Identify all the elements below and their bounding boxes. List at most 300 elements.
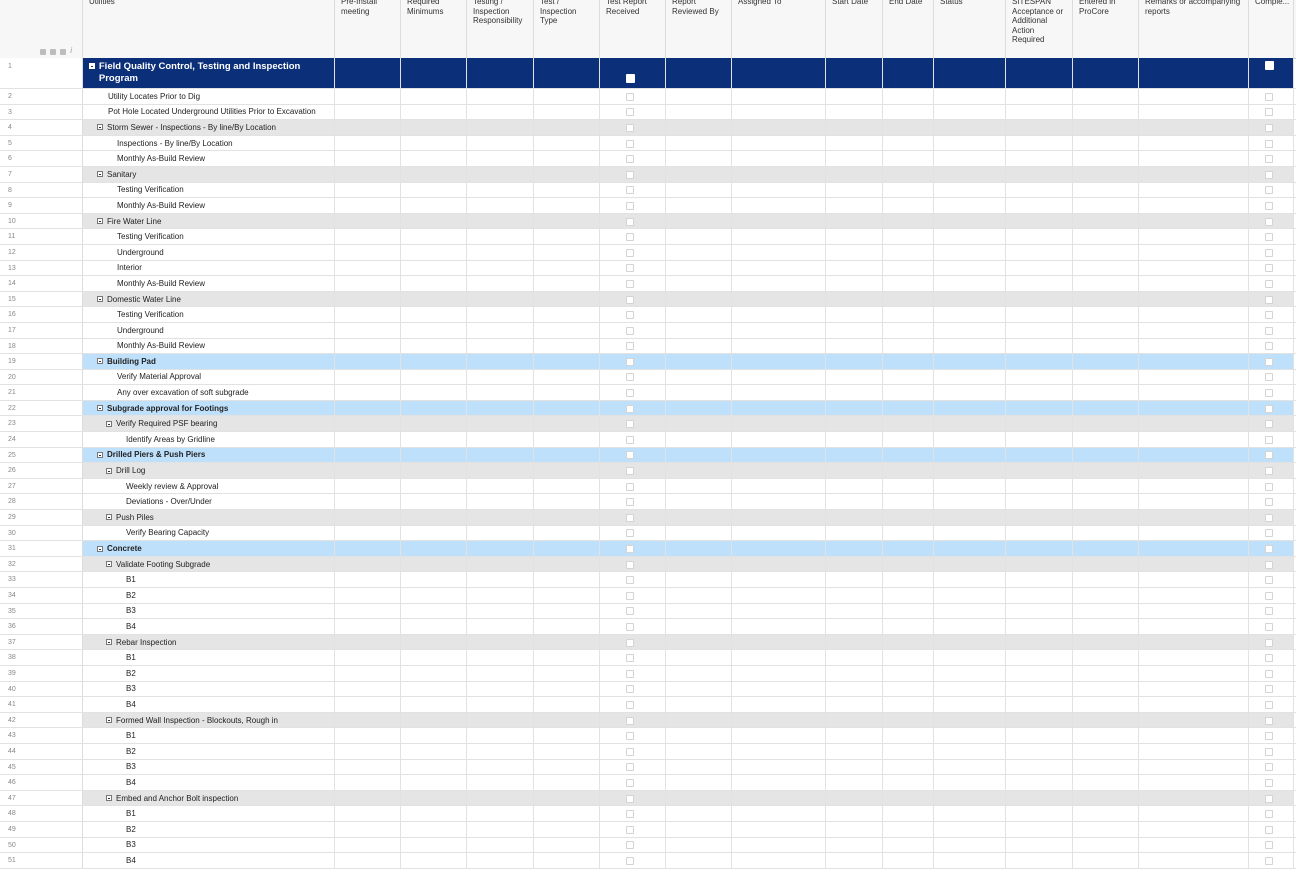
cell-reviewed[interactable] bbox=[666, 370, 732, 385]
cell-testtype[interactable] bbox=[534, 401, 600, 416]
column-header-procore[interactable] bbox=[1073, 0, 1139, 58]
cell-sitespan[interactable] bbox=[1006, 775, 1073, 790]
cell-testing[interactable] bbox=[467, 853, 534, 868]
cell-remarks[interactable] bbox=[1139, 619, 1249, 634]
cell-end[interactable] bbox=[883, 604, 934, 619]
cell-complete[interactable] bbox=[1249, 510, 1294, 525]
cell-assigned[interactable] bbox=[732, 479, 826, 494]
cell-sitespan[interactable] bbox=[1006, 604, 1073, 619]
complete-checkbox[interactable] bbox=[1265, 249, 1273, 257]
cell-start[interactable] bbox=[826, 229, 883, 244]
cell-reviewed[interactable] bbox=[666, 479, 732, 494]
cell-testrep[interactable] bbox=[600, 526, 666, 541]
cell-testtype[interactable] bbox=[534, 58, 600, 88]
cell-preinstall[interactable] bbox=[335, 136, 401, 151]
cell-testrep[interactable] bbox=[600, 245, 666, 260]
cell-testtype[interactable] bbox=[534, 276, 600, 291]
cell-testtype[interactable] bbox=[534, 245, 600, 260]
cell-reqmin[interactable] bbox=[401, 682, 467, 697]
cell-complete[interactable] bbox=[1249, 853, 1294, 868]
test-report-checkbox[interactable] bbox=[626, 296, 634, 304]
cell-sitespan[interactable] bbox=[1006, 198, 1073, 213]
cell-end[interactable] bbox=[883, 416, 934, 431]
cell-testing[interactable] bbox=[467, 323, 534, 338]
cell-status[interactable] bbox=[934, 806, 1006, 821]
cell-complete[interactable] bbox=[1249, 214, 1294, 229]
lock-icon[interactable] bbox=[60, 49, 66, 55]
cell-status[interactable] bbox=[934, 619, 1006, 634]
cell-testing[interactable] bbox=[467, 276, 534, 291]
cell-remarks[interactable] bbox=[1139, 791, 1249, 806]
cell-reqmin[interactable] bbox=[401, 557, 467, 572]
cell-testrep[interactable] bbox=[600, 775, 666, 790]
cell-end[interactable] bbox=[883, 650, 934, 665]
cell-assigned[interactable] bbox=[732, 806, 826, 821]
cell-preinstall[interactable] bbox=[335, 276, 401, 291]
cell-testrep[interactable] bbox=[600, 479, 666, 494]
cell-sitespan[interactable] bbox=[1006, 183, 1073, 198]
cell-testtype[interactable] bbox=[534, 292, 600, 307]
cell-remarks[interactable] bbox=[1139, 167, 1249, 182]
cell-sitespan[interactable] bbox=[1006, 385, 1073, 400]
cell-testrep[interactable] bbox=[600, 323, 666, 338]
complete-checkbox[interactable] bbox=[1265, 545, 1273, 553]
cell-assigned[interactable] bbox=[732, 167, 826, 182]
cell-preinstall[interactable] bbox=[335, 666, 401, 681]
primary-cell[interactable] bbox=[83, 370, 335, 385]
cell-end[interactable] bbox=[883, 401, 934, 416]
cell-testing[interactable] bbox=[467, 744, 534, 759]
cell-end[interactable] bbox=[883, 261, 934, 276]
test-report-checkbox[interactable] bbox=[626, 280, 634, 288]
cell-reqmin[interactable] bbox=[401, 619, 467, 634]
cell-procore[interactable] bbox=[1073, 541, 1139, 556]
cell-start[interactable] bbox=[826, 853, 883, 868]
cell-reqmin[interactable] bbox=[401, 806, 467, 821]
cell-start[interactable] bbox=[826, 791, 883, 806]
cell-assigned[interactable] bbox=[732, 572, 826, 587]
cell-assigned[interactable] bbox=[732, 791, 826, 806]
primary-cell[interactable] bbox=[83, 728, 335, 743]
cell-assigned[interactable] bbox=[732, 463, 826, 478]
cell-start[interactable] bbox=[826, 136, 883, 151]
complete-checkbox[interactable] bbox=[1265, 296, 1273, 304]
cell-procore[interactable] bbox=[1073, 401, 1139, 416]
cell-complete[interactable] bbox=[1249, 494, 1294, 509]
cell-reviewed[interactable] bbox=[666, 229, 732, 244]
cell-testtype[interactable] bbox=[534, 697, 600, 712]
cell-assigned[interactable] bbox=[732, 541, 826, 556]
cell-procore[interactable] bbox=[1073, 666, 1139, 681]
collapse-toggle-icon[interactable] bbox=[97, 171, 103, 177]
cell-preinstall[interactable] bbox=[335, 229, 401, 244]
cell-end[interactable] bbox=[883, 198, 934, 213]
complete-checkbox[interactable] bbox=[1265, 61, 1274, 70]
cell-reqmin[interactable] bbox=[401, 448, 467, 463]
cell-testing[interactable] bbox=[467, 354, 534, 369]
cell-procore[interactable] bbox=[1073, 89, 1139, 104]
primary-cell[interactable] bbox=[83, 292, 335, 307]
primary-cell[interactable] bbox=[83, 791, 335, 806]
cell-procore[interactable] bbox=[1073, 354, 1139, 369]
cell-remarks[interactable] bbox=[1139, 713, 1249, 728]
test-report-checkbox[interactable] bbox=[626, 748, 634, 756]
cell-end[interactable] bbox=[883, 775, 934, 790]
cell-assigned[interactable] bbox=[732, 635, 826, 650]
cell-testtype[interactable] bbox=[534, 385, 600, 400]
cell-reqmin[interactable] bbox=[401, 339, 467, 354]
table-row[interactable] bbox=[0, 697, 1296, 713]
cell-testing[interactable] bbox=[467, 198, 534, 213]
cell-remarks[interactable] bbox=[1139, 120, 1249, 135]
cell-reviewed[interactable] bbox=[666, 806, 732, 821]
cell-preinstall[interactable] bbox=[335, 557, 401, 572]
cell-testing[interactable] bbox=[467, 463, 534, 478]
cell-procore[interactable] bbox=[1073, 760, 1139, 775]
cell-end[interactable] bbox=[883, 136, 934, 151]
primary-cell[interactable] bbox=[83, 479, 335, 494]
cell-reviewed[interactable] bbox=[666, 245, 732, 260]
cell-procore[interactable] bbox=[1073, 214, 1139, 229]
cell-testtype[interactable] bbox=[534, 557, 600, 572]
cell-complete[interactable] bbox=[1249, 526, 1294, 541]
cell-remarks[interactable] bbox=[1139, 151, 1249, 166]
collapse-toggle-icon[interactable] bbox=[106, 468, 112, 474]
cell-reqmin[interactable] bbox=[401, 354, 467, 369]
cell-procore[interactable] bbox=[1073, 198, 1139, 213]
cell-start[interactable] bbox=[826, 448, 883, 463]
primary-cell[interactable] bbox=[83, 510, 335, 525]
cell-assigned[interactable] bbox=[732, 245, 826, 260]
cell-preinstall[interactable] bbox=[335, 744, 401, 759]
cell-testrep[interactable] bbox=[600, 666, 666, 681]
cell-remarks[interactable] bbox=[1139, 292, 1249, 307]
cell-reviewed[interactable] bbox=[666, 728, 732, 743]
cell-end[interactable] bbox=[883, 588, 934, 603]
cell-testing[interactable] bbox=[467, 619, 534, 634]
cell-assigned[interactable] bbox=[732, 307, 826, 322]
cell-testrep[interactable] bbox=[600, 682, 666, 697]
cell-complete[interactable] bbox=[1249, 557, 1294, 572]
column-header-testrep[interactable] bbox=[600, 0, 666, 58]
cell-remarks[interactable] bbox=[1139, 432, 1249, 447]
cell-remarks[interactable] bbox=[1139, 385, 1249, 400]
cell-testing[interactable] bbox=[467, 541, 534, 556]
cell-procore[interactable] bbox=[1073, 416, 1139, 431]
cell-testing[interactable] bbox=[467, 650, 534, 665]
collapse-toggle-icon[interactable] bbox=[97, 358, 103, 364]
cell-status[interactable] bbox=[934, 448, 1006, 463]
test-report-checkbox[interactable] bbox=[626, 327, 634, 335]
cell-status[interactable] bbox=[934, 541, 1006, 556]
cell-procore[interactable] bbox=[1073, 806, 1139, 821]
primary-cell[interactable] bbox=[83, 261, 335, 276]
table-row[interactable] bbox=[0, 214, 1296, 230]
cell-sitespan[interactable] bbox=[1006, 479, 1073, 494]
cell-start[interactable] bbox=[826, 89, 883, 104]
cell-preinstall[interactable] bbox=[335, 713, 401, 728]
cell-start[interactable] bbox=[826, 838, 883, 853]
cell-complete[interactable] bbox=[1249, 151, 1294, 166]
table-row[interactable] bbox=[0, 463, 1296, 479]
cell-testrep[interactable] bbox=[600, 806, 666, 821]
cell-reviewed[interactable] bbox=[666, 635, 732, 650]
cell-testrep[interactable] bbox=[600, 463, 666, 478]
cell-complete[interactable] bbox=[1249, 744, 1294, 759]
cell-end[interactable] bbox=[883, 728, 934, 743]
cell-procore[interactable] bbox=[1073, 572, 1139, 587]
cell-reqmin[interactable] bbox=[401, 822, 467, 837]
table-row[interactable] bbox=[0, 261, 1296, 277]
cell-status[interactable] bbox=[934, 229, 1006, 244]
cell-remarks[interactable] bbox=[1139, 494, 1249, 509]
cell-complete[interactable] bbox=[1249, 728, 1294, 743]
cell-end[interactable] bbox=[883, 432, 934, 447]
cell-procore[interactable] bbox=[1073, 151, 1139, 166]
complete-checkbox[interactable] bbox=[1265, 576, 1273, 584]
cell-sitespan[interactable] bbox=[1006, 557, 1073, 572]
cell-sitespan[interactable] bbox=[1006, 791, 1073, 806]
complete-checkbox[interactable] bbox=[1265, 389, 1273, 397]
cell-reviewed[interactable] bbox=[666, 416, 732, 431]
cell-sitespan[interactable] bbox=[1006, 323, 1073, 338]
cell-reviewed[interactable] bbox=[666, 822, 732, 837]
cell-testrep[interactable] bbox=[600, 448, 666, 463]
cell-assigned[interactable] bbox=[732, 261, 826, 276]
cell-testing[interactable] bbox=[467, 58, 534, 88]
cell-complete[interactable] bbox=[1249, 479, 1294, 494]
cell-reviewed[interactable] bbox=[666, 744, 732, 759]
test-report-checkbox[interactable] bbox=[626, 108, 634, 116]
cell-testing[interactable] bbox=[467, 760, 534, 775]
cell-complete[interactable] bbox=[1249, 120, 1294, 135]
cell-reqmin[interactable] bbox=[401, 261, 467, 276]
cell-complete[interactable] bbox=[1249, 58, 1294, 88]
test-report-checkbox[interactable] bbox=[626, 545, 634, 553]
cell-sitespan[interactable] bbox=[1006, 307, 1073, 322]
cell-testing[interactable] bbox=[467, 775, 534, 790]
cell-remarks[interactable] bbox=[1139, 838, 1249, 853]
test-report-checkbox[interactable] bbox=[626, 171, 634, 179]
cell-testtype[interactable] bbox=[534, 229, 600, 244]
cell-reqmin[interactable] bbox=[401, 151, 467, 166]
cell-procore[interactable] bbox=[1073, 167, 1139, 182]
primary-cell[interactable] bbox=[83, 557, 335, 572]
test-report-checkbox[interactable] bbox=[626, 436, 634, 444]
cell-testing[interactable] bbox=[467, 728, 534, 743]
cell-status[interactable] bbox=[934, 760, 1006, 775]
cell-testtype[interactable] bbox=[534, 105, 600, 120]
cell-testtype[interactable] bbox=[534, 120, 600, 135]
cell-remarks[interactable] bbox=[1139, 136, 1249, 151]
cell-testrep[interactable] bbox=[600, 198, 666, 213]
cell-testtype[interactable] bbox=[534, 198, 600, 213]
complete-checkbox[interactable] bbox=[1265, 810, 1273, 818]
table-row[interactable] bbox=[0, 323, 1296, 339]
cell-remarks[interactable] bbox=[1139, 276, 1249, 291]
cell-status[interactable] bbox=[934, 494, 1006, 509]
cell-sitespan[interactable] bbox=[1006, 401, 1073, 416]
cell-start[interactable] bbox=[826, 261, 883, 276]
cell-testtype[interactable] bbox=[534, 167, 600, 182]
cell-status[interactable] bbox=[934, 245, 1006, 260]
test-report-checkbox[interactable] bbox=[626, 841, 634, 849]
cell-procore[interactable] bbox=[1073, 261, 1139, 276]
primary-cell[interactable] bbox=[83, 167, 335, 182]
cell-procore[interactable] bbox=[1073, 619, 1139, 634]
cell-testing[interactable] bbox=[467, 838, 534, 853]
cell-sitespan[interactable] bbox=[1006, 214, 1073, 229]
collapse-toggle-icon[interactable] bbox=[97, 405, 103, 411]
cell-reviewed[interactable] bbox=[666, 557, 732, 572]
info-icon[interactable]: i bbox=[70, 45, 72, 55]
table-row[interactable] bbox=[0, 416, 1296, 432]
cell-reviewed[interactable] bbox=[666, 526, 732, 541]
cell-testtype[interactable] bbox=[534, 323, 600, 338]
cell-start[interactable] bbox=[826, 339, 883, 354]
table-row[interactable] bbox=[0, 791, 1296, 807]
cell-procore[interactable] bbox=[1073, 276, 1139, 291]
test-report-checkbox[interactable] bbox=[626, 249, 634, 257]
cell-assigned[interactable] bbox=[732, 526, 826, 541]
cell-reqmin[interactable] bbox=[401, 541, 467, 556]
cell-sitespan[interactable] bbox=[1006, 728, 1073, 743]
cell-assigned[interactable] bbox=[732, 619, 826, 634]
cell-testing[interactable] bbox=[467, 432, 534, 447]
cell-testtype[interactable] bbox=[534, 494, 600, 509]
cell-status[interactable] bbox=[934, 58, 1006, 88]
cell-remarks[interactable] bbox=[1139, 682, 1249, 697]
cell-remarks[interactable] bbox=[1139, 89, 1249, 104]
cell-reqmin[interactable] bbox=[401, 775, 467, 790]
column-header-sitespan[interactable] bbox=[1006, 0, 1073, 58]
cell-end[interactable] bbox=[883, 385, 934, 400]
cell-procore[interactable] bbox=[1073, 323, 1139, 338]
cell-start[interactable] bbox=[826, 245, 883, 260]
cell-complete[interactable] bbox=[1249, 697, 1294, 712]
cell-status[interactable] bbox=[934, 167, 1006, 182]
cell-sitespan[interactable] bbox=[1006, 682, 1073, 697]
cell-preinstall[interactable] bbox=[335, 838, 401, 853]
cell-preinstall[interactable] bbox=[335, 323, 401, 338]
test-report-checkbox[interactable] bbox=[626, 498, 634, 506]
primary-cell[interactable] bbox=[83, 463, 335, 478]
cell-start[interactable] bbox=[826, 198, 883, 213]
cell-reqmin[interactable] bbox=[401, 167, 467, 182]
cell-status[interactable] bbox=[934, 728, 1006, 743]
cell-end[interactable] bbox=[883, 479, 934, 494]
cell-reqmin[interactable] bbox=[401, 120, 467, 135]
cell-assigned[interactable] bbox=[732, 385, 826, 400]
cell-reviewed[interactable] bbox=[666, 214, 732, 229]
cell-start[interactable] bbox=[826, 276, 883, 291]
cell-status[interactable] bbox=[934, 89, 1006, 104]
table-row[interactable] bbox=[0, 276, 1296, 292]
cell-assigned[interactable] bbox=[732, 494, 826, 509]
cell-assigned[interactable] bbox=[732, 416, 826, 431]
cell-assigned[interactable] bbox=[732, 198, 826, 213]
cell-testrep[interactable] bbox=[600, 650, 666, 665]
cell-status[interactable] bbox=[934, 526, 1006, 541]
cell-procore[interactable] bbox=[1073, 635, 1139, 650]
test-report-checkbox[interactable] bbox=[626, 795, 634, 803]
cell-testtype[interactable] bbox=[534, 728, 600, 743]
complete-checkbox[interactable] bbox=[1265, 358, 1273, 366]
test-report-checkbox[interactable] bbox=[626, 685, 634, 693]
cell-sitespan[interactable] bbox=[1006, 105, 1073, 120]
cell-remarks[interactable] bbox=[1139, 354, 1249, 369]
cell-testing[interactable] bbox=[467, 120, 534, 135]
cell-status[interactable] bbox=[934, 572, 1006, 587]
table-row[interactable] bbox=[0, 619, 1296, 635]
test-report-checkbox[interactable] bbox=[626, 592, 634, 600]
cell-testrep[interactable] bbox=[600, 838, 666, 853]
cell-reviewed[interactable] bbox=[666, 307, 732, 322]
cell-procore[interactable] bbox=[1073, 697, 1139, 712]
cell-remarks[interactable] bbox=[1139, 572, 1249, 587]
collapse-toggle-icon[interactable] bbox=[106, 514, 112, 520]
cell-testing[interactable] bbox=[467, 214, 534, 229]
cell-testrep[interactable] bbox=[600, 214, 666, 229]
test-report-checkbox[interactable] bbox=[626, 529, 634, 537]
cell-start[interactable] bbox=[826, 151, 883, 166]
cell-remarks[interactable] bbox=[1139, 214, 1249, 229]
complete-checkbox[interactable] bbox=[1265, 436, 1273, 444]
cell-preinstall[interactable] bbox=[335, 370, 401, 385]
cell-start[interactable] bbox=[826, 292, 883, 307]
cell-testrep[interactable] bbox=[600, 713, 666, 728]
cell-status[interactable] bbox=[934, 385, 1006, 400]
cell-status[interactable] bbox=[934, 557, 1006, 572]
cell-assigned[interactable] bbox=[732, 136, 826, 151]
cell-assigned[interactable] bbox=[732, 557, 826, 572]
cell-reviewed[interactable] bbox=[666, 619, 732, 634]
table-row[interactable] bbox=[0, 744, 1296, 760]
column-header-testtype[interactable] bbox=[534, 0, 600, 58]
column-header-status[interactable] bbox=[934, 0, 1006, 58]
primary-cell[interactable] bbox=[83, 245, 335, 260]
cell-preinstall[interactable] bbox=[335, 339, 401, 354]
cell-remarks[interactable] bbox=[1139, 728, 1249, 743]
cell-complete[interactable] bbox=[1249, 635, 1294, 650]
cell-sitespan[interactable] bbox=[1006, 261, 1073, 276]
cell-reviewed[interactable] bbox=[666, 448, 732, 463]
cell-reviewed[interactable] bbox=[666, 261, 732, 276]
cell-end[interactable] bbox=[883, 760, 934, 775]
primary-cell[interactable] bbox=[83, 619, 335, 634]
cell-procore[interactable] bbox=[1073, 510, 1139, 525]
cell-testing[interactable] bbox=[467, 448, 534, 463]
cell-testtype[interactable] bbox=[534, 666, 600, 681]
test-report-checkbox[interactable] bbox=[626, 670, 634, 678]
cell-preinstall[interactable] bbox=[335, 791, 401, 806]
complete-checkbox[interactable] bbox=[1265, 342, 1273, 350]
cell-start[interactable] bbox=[826, 557, 883, 572]
cell-testrep[interactable] bbox=[600, 120, 666, 135]
cell-preinstall[interactable] bbox=[335, 167, 401, 182]
cell-reviewed[interactable] bbox=[666, 167, 732, 182]
cell-status[interactable] bbox=[934, 120, 1006, 135]
cell-reqmin[interactable] bbox=[401, 526, 467, 541]
primary-cell[interactable] bbox=[83, 307, 335, 322]
cell-reviewed[interactable] bbox=[666, 682, 732, 697]
cell-procore[interactable] bbox=[1073, 682, 1139, 697]
cell-reqmin[interactable] bbox=[401, 276, 467, 291]
cell-start[interactable] bbox=[826, 105, 883, 120]
table-row[interactable] bbox=[0, 838, 1296, 854]
cell-start[interactable] bbox=[826, 510, 883, 525]
cell-testrep[interactable] bbox=[600, 276, 666, 291]
